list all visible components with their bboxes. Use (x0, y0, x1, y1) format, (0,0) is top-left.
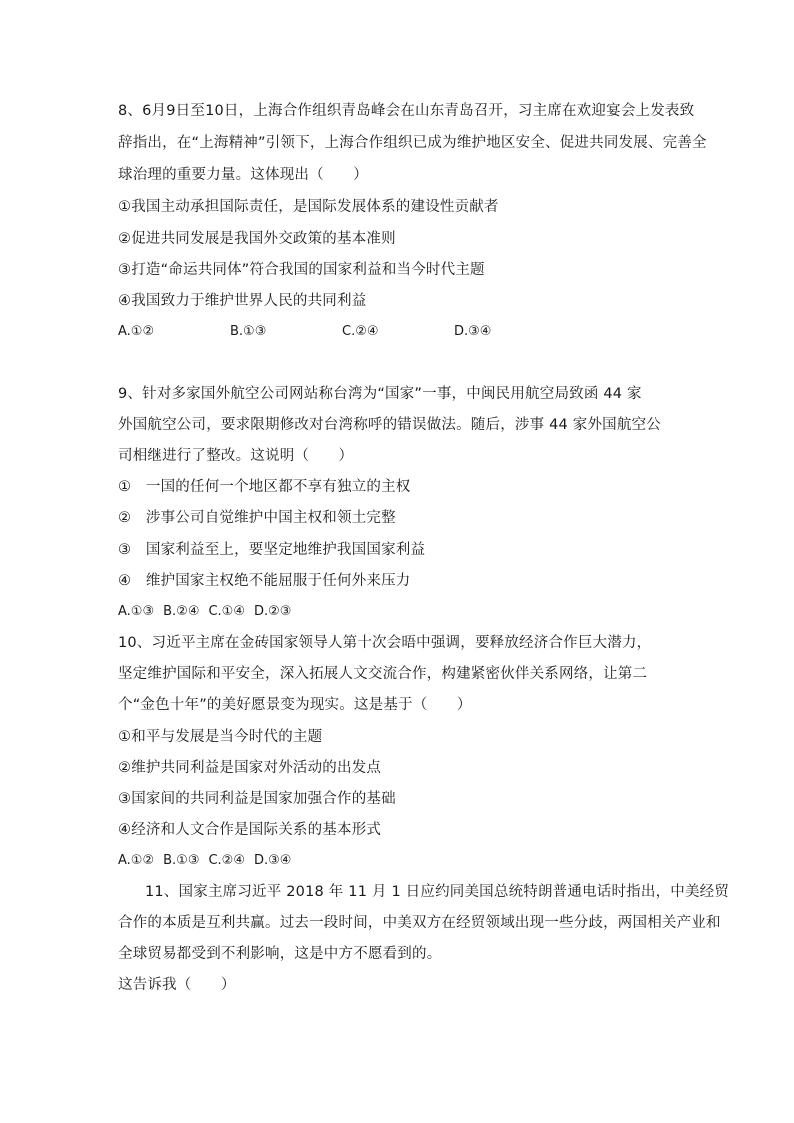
question-10-item: ②维护共同利益是国家对外活动的出发点 (118, 760, 382, 776)
option-c: C.②④ (208, 853, 245, 868)
question-10-item: ③国家间的共同利益是国家加强合作的基础 (118, 791, 396, 807)
question-9-item: ② 涉事公司自觉维护中国主权和领土完整 (118, 510, 396, 526)
option-a: A.①② (118, 853, 155, 868)
option-b: B.②④ (163, 604, 200, 619)
question-9-stem-line: 外国航空公司，要求限期修改对台湾称呼的错误做法。随后，涉事 44 家外国航空公 (118, 417, 661, 433)
option-b: B.①③ (230, 324, 267, 339)
question-10-item: ①和平与发展是当今时代的主题 (118, 729, 323, 745)
question-8-item: ①我国主动承担国际责任，是国际发展体系的建设性贡献者 (118, 199, 499, 215)
question-8-stem-line: 辞指出，在“上海精神”引领下，上海合作组织已成为维护地区安全、促进共同发展、完善全 (118, 135, 707, 151)
question-8-options (118, 322, 566, 342)
option-b: B.①③ (163, 853, 200, 868)
question-8-item: ②促进共同发展是我国外交政策的基本准则 (118, 231, 396, 247)
question-11-stem-line: 这告诉我（ ） (118, 977, 236, 993)
option-d: D.②③ (254, 604, 292, 619)
option-c: C.②④ (342, 324, 379, 339)
question-8-item: ③打造“命运共同体”符合我国的国家利益和当今时代主题 (118, 262, 485, 278)
question-10-item: ④经济和人文合作是国际关系的基本形式 (118, 822, 382, 838)
option-d: D.③④ (454, 324, 492, 339)
question-10-stem-line: 10、习近平主席在金砖国家领导人第十次会晤中强调，要释放经济合作巨大潜力， (118, 635, 652, 651)
question-9-stem-line: 司相继进行了整改。这说明（ ） (118, 448, 354, 464)
question-8-stem-line: 8、6月9日至10日，上海合作组织青岛峰会在山东青岛召开，习主席在欢迎宴会上发表致 (118, 103, 695, 119)
question-9-options (118, 602, 300, 622)
question-11-stem-line: 合作的本质是互利共赢。过去一段时间，中美双方在经贸领域出现一些分歧，两国相关产业和 (118, 915, 721, 931)
question-8-item: ④我国致力于维护世界人民的共同利益 (118, 293, 367, 309)
question-10-stem-line: 坚定维护国际和平安全，深入拓展人文交流合作，构建紧密伙伴关系网络，让第二 (118, 666, 648, 682)
question-9-item: ④ 维护国家主权绝不能屈服于任何外来压力 (118, 573, 411, 589)
option-a: A.①② (118, 324, 155, 339)
option-a: A.①③ (118, 604, 155, 619)
option-c: C.①④ (208, 604, 245, 619)
question-8-stem-line: 球治理的重要力量。这体现出（ ） (118, 167, 368, 183)
question-11-stem-line: 11、国家主席习近平 2018 年 11 月 1 日应约同美国总统特朗普通电话时指出，中美经贸 (145, 884, 730, 900)
option-d: D.③④ (254, 853, 292, 868)
question-10-stem-line: 个“金色十年”的美好愿景变为现实。这是基于（ ） (118, 697, 472, 713)
question-9-item: ③ 国家利益至上，要坚定地维护我国国家利益 (118, 542, 426, 558)
question-11-stem-line: 全球贸易都受到不利影响，这是中方不愿看到的。 (118, 946, 442, 962)
question-10-options (118, 851, 300, 871)
question-9-item: ① 一国的任何一个地区都不享有独立的主权 (118, 479, 411, 495)
question-9-stem-line: 9、针对多家国外航空公司网站称台湾为“国家”一事，中闽民用航空局致函 44 家 (118, 386, 642, 402)
